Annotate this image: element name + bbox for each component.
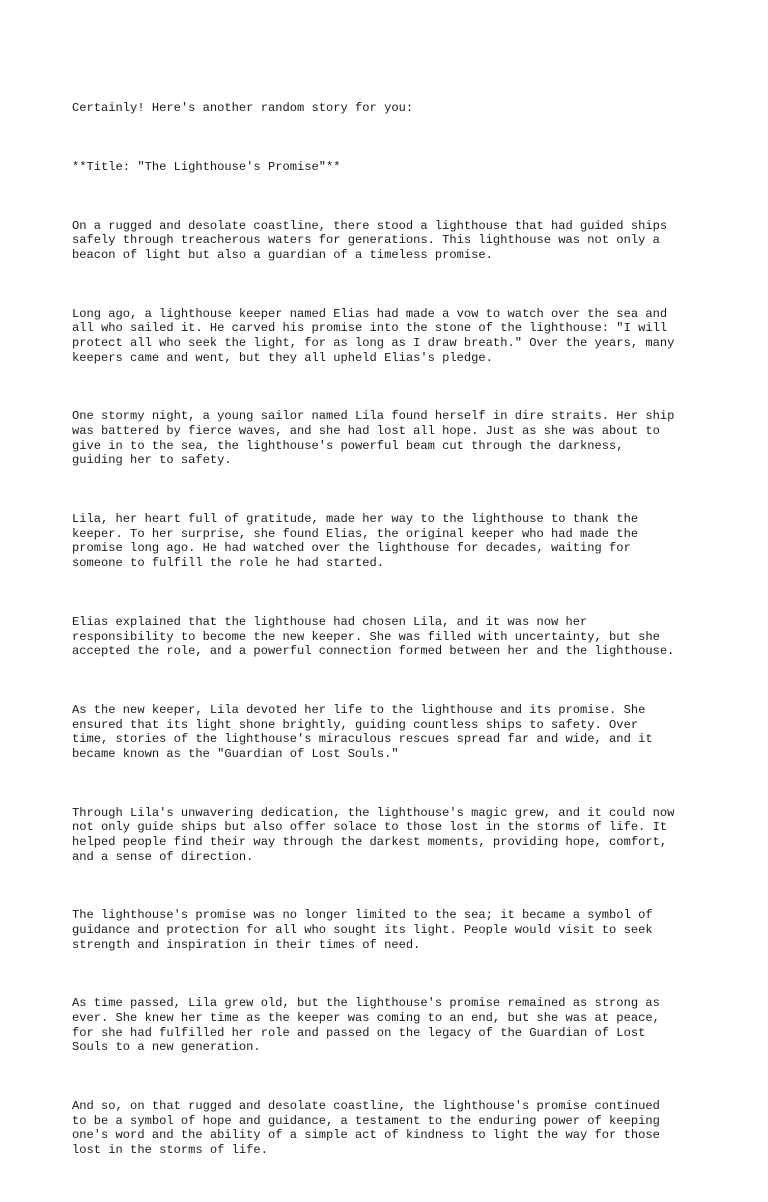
story-title: **Title: "The Lighthouse's Promise"** bbox=[72, 160, 341, 175]
intro-line: Certainly! Here's another random story for you: bbox=[72, 101, 414, 116]
paragraph: On a rugged and desolate coastline, there stood a lighthouse that had guided ships safely through treacherous waters for generations. This lighthouse was not only a beacon of light but also a guardian of a timeless promise. bbox=[72, 218, 668, 263]
paragraph: One stormy night, a young sailor named Lila found herself in dire straits. Her ship was battered by fierce waves, and she had lost all hope. Just as she was about to give in to the sea, the lighthouse's powerful beam cut through the darkness, guiding her to safety. bbox=[72, 409, 675, 468]
paragraph: As time passed, Lila grew old, but the lighthouse's promise remained as strong as ever. She knew her time as the keeper was coming to an end, but she was at peace, for she had fulfilled her role and passed on the legacy of the Guardian of Lost Souls to a new generation. bbox=[72, 996, 660, 1055]
paragraph: Long ago, a lighthouse keeper named Elias had made a vow to watch over the sea and all who sailed it. He carved his promise into the stone of the lighthouse: "I will protect all who seek the light, for as long as I draw breath." Over the years, many keepers came and went, but they all upheld Elias's pledge. bbox=[72, 306, 675, 365]
paragraph: Lila, her heart full of gratitude, made her way to the lighthouse to thank the keeper. To her surprise, she found Elias, the original keeper who had made the promise long ago. He had watched over the lighthouse for decades, waiting for someone to fulfill the role he had started. bbox=[72, 512, 639, 571]
document-body bbox=[72, 72, 728, 1202]
paragraph: The lighthouse's promise was no longer limited to the sea; it became a symbol of guidance and protection for all who sought its light. People would visit to seek strength and inspiration in their times of need. bbox=[72, 908, 653, 952]
paragraph: Elias explained that the lighthouse had chosen Lila, and it was now her responsibility to become the new keeper. She was filled with uncertainty, but she accepted the role, and a powerful connection formed between her and the lighthouse. bbox=[72, 614, 675, 659]
paragraph: Through Lila's unwavering dedication, the lighthouse's magic grew, and it could now not only guide ships but also offer solace to those lost in the storms of life. It helped people find their way through the darkest moments, providing hope, comfort, and a sense of direction. bbox=[72, 805, 675, 864]
paragraph: And so, on that rugged and desolate coastline, the lighthouse's promise continued to be a symbol of hope and guidance, a testament to the enduring power of keeping one's word and the ability of a simple act of kindness to light the way for those lost in the storms of life. bbox=[72, 1098, 660, 1158]
paragraph: As the new keeper, Lila devoted her life to the lighthouse and its promise. She ensured that its light shone brightly, guiding countless ships to safety. Over time, stories of the lighthouse's miraculous rescues spread far and wide, and it became known as the "Guardian of Lost Souls." bbox=[72, 702, 653, 761]
